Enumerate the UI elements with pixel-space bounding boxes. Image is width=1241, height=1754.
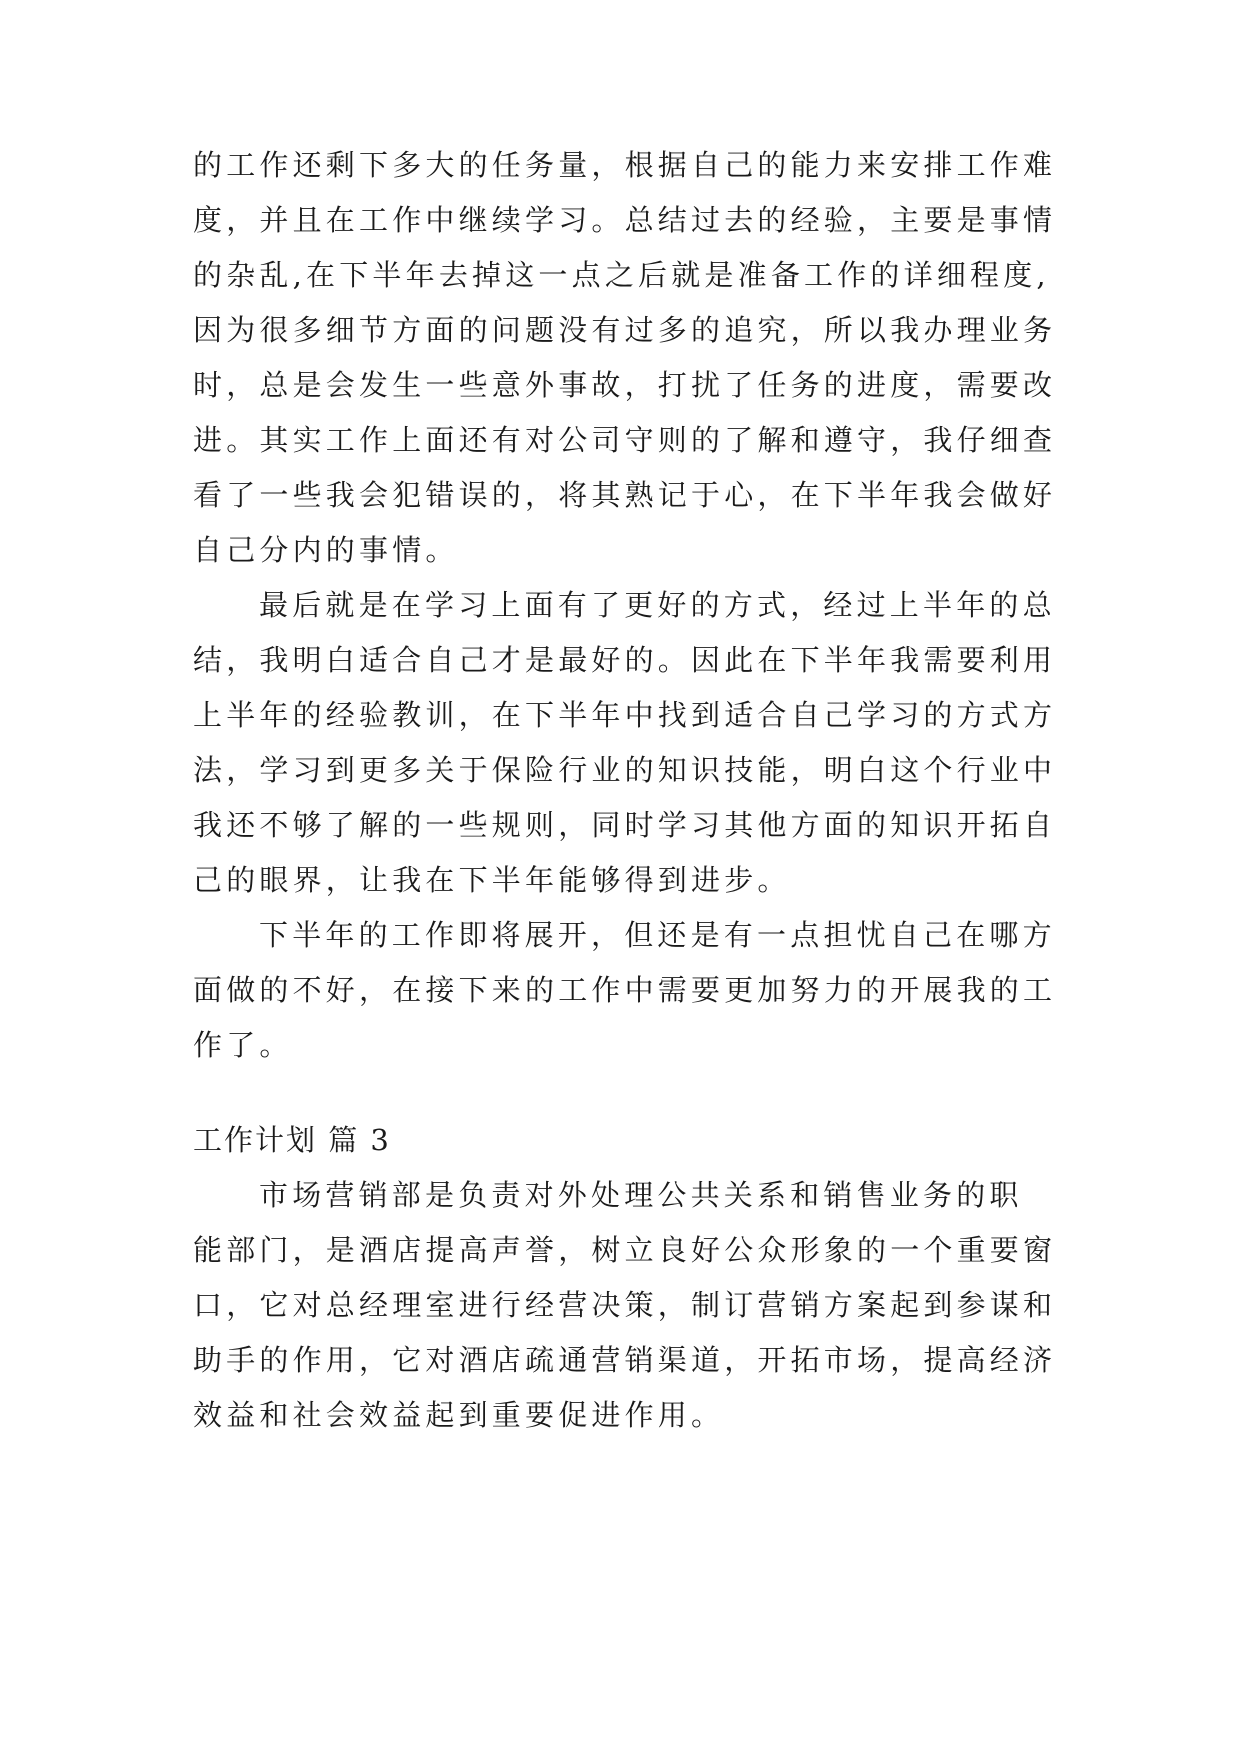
paragraph-4-line-2: 能部门，是酒店提高声誉，树立良好公众形象的一个重要窗 (193, 1233, 1057, 1267)
paragraph-4-line-1: 市场营销部是负责对外处理公共关系和销售业务的职 (259, 1178, 1023, 1212)
paragraph-2-line-1: 最后就是在学习上面有了更好的方式，经过上半年的总 (259, 588, 1056, 622)
paragraph-1-line-4: 因为很多细节方面的问题没有过多的追究，所以我办理业务 (193, 313, 1057, 347)
paragraph-3-line-3: 作了。 (193, 1028, 293, 1062)
paragraph-2-line-2: 结，我明白适合自己才是最好的。因此在下半年我需要利用 (193, 643, 1057, 677)
paragraph-2-line-5: 我还不够了解的一些规则，同时学习其他方面的知识开拓自 (193, 808, 1057, 842)
paragraph-3-line-1: 下半年的工作即将展开，但还是有一点担忧自己在哪方 (259, 918, 1056, 952)
paragraph-1-line-1: 的工作还剩下多大的任务量，根据自己的能力来安排工作难 (193, 148, 1057, 182)
paragraph-2-line-3: 上半年的经验教训，在下半年中找到适合自己学习的方式方 (193, 698, 1057, 732)
paragraph-4-line-3: 口，它对总经理室进行经营决策，制订营销方案起到参谋和 (193, 1288, 1057, 1322)
paragraph-2-line-4: 法，学习到更多关于保险行业的知识技能，明白这个行业中 (193, 753, 1057, 787)
section-heading: 工作计划 篇 3 (193, 1123, 391, 1157)
paragraph-1-line-5: 时，总是会发生一些意外事故，打扰了任务的进度，需要改 (193, 368, 1057, 402)
paragraph-2-line-6: 己的眼界，让我在下半年能够得到进步。 (193, 863, 791, 897)
paragraph-1-line-7: 看了一些我会犯错误的，将其熟记于心，在下半年我会做好 (193, 478, 1057, 512)
paragraph-1-line-2: 度，并且在工作中继续学习。总结过去的经验，主要是事情 (193, 203, 1057, 237)
paragraph-4-line-5: 效益和社会效益起到重要促进作用。 (193, 1398, 725, 1432)
paragraph-1-line-3: 的杂乱,在下半年去掉这一点之后就是准备工作的详细程度, (193, 258, 1050, 292)
paragraph-4-line-4: 助手的作用，它对酒店疏通营销渠道，开拓市场，提高经济 (193, 1343, 1057, 1377)
paragraph-1-line-6: 进。其实工作上面还有对公司守则的了解和遵守，我仔细查 (193, 423, 1057, 457)
paragraph-3-line-2: 面做的不好，在接下来的工作中需要更加努力的开展我的工 (193, 973, 1057, 1007)
paragraph-1-line-8: 自己分内的事情。 (193, 533, 459, 567)
